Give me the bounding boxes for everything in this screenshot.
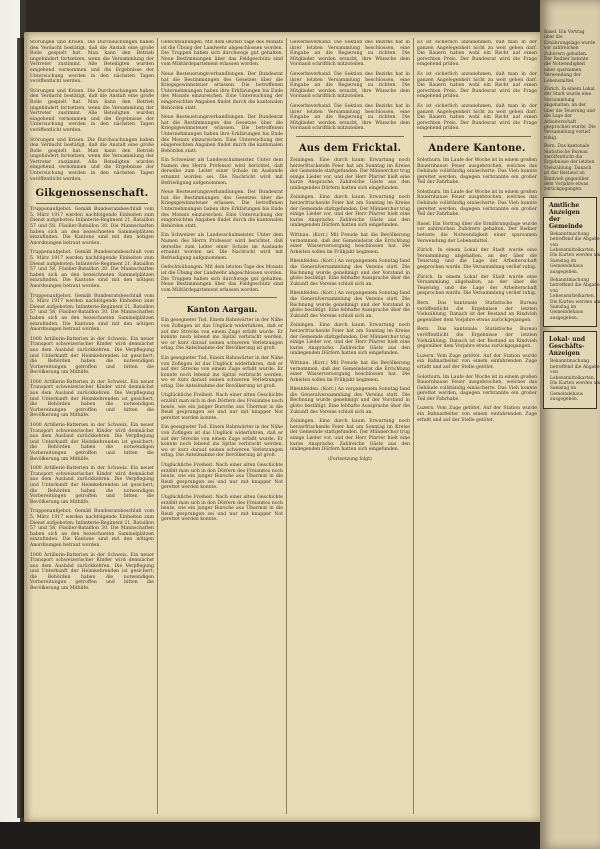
column-rule	[286, 38, 287, 814]
article-text: 1000 Artillerie-Batterien in der Schweiz. Ein neuer Transport schweizerischer Kinder wird demnächst aus dem Ausland zurückkehren. Die Verpflegung und Unterkunft der Heimkehrenden ist gesichert; die Behörden haben die notwendigen Vorbereitungen getroffen und bitten die Bevölkerung um Mithilfe.	[30, 336, 154, 376]
article-text: Luzern. Vom Zuge getötet. Auf der Station wurde ein Bahnarbeiter von einem einfahrenden Zuge erfaßt und auf der Stelle getötet.	[417, 406, 537, 423]
article-text: Truppenaufgebot. Gemäß Bundesratsbeschluß vom 5. März 1917 werden nachfolgende Einheiten zum Dienst aufgeboten: Infanterie-Regiment 21, Bataillon 57 und 58, Füsilier-Bataillon 30. Die Mannschaften haben sich an den bezeichneten Sammelplätzen einzufinden. Die Kantone sind mit den nötigen Anordnungen betraut worden.	[30, 250, 154, 289]
article-text: Es ist sicherlich anzunehmen, daß man in der ganzen Angelegenheit nicht zu weit gehen darf. Die Bauern haben wohl ein Recht auf einen gerechten Preis. Der Bundesrat wird die Frage eingehend prüfen.	[417, 40, 537, 68]
article-text: Neue Besteuerungsverhandlungen. Der Bundesrat hat die Bestimmungen des Gesetzes über die Kriegsgewinnsteuer erlassen. Die betroffenen Unternehmungen haben ihre Erklärungen bis Ende des Monats einzureichen. Eine Untersuchung der eingereichten Angaben findet durch die kantonalen Behörden statt.	[161, 71, 283, 111]
column-2	[161, 40, 283, 812]
article-text: Zeiningen. Eine durch kaum Erwartung noch herzerfrischende Feier hat am Sonntag im Kreise der Gemeinde stattgefunden. Der Männerchor trug einige Lieder vor, und der Herr Pfarrer hielt eine kurze Ansprache. Zahlreiche Gäste aus den umliegenden Dörfern hatten sich eingefunden.	[290, 419, 410, 453]
section-heading: Andere Kantone.	[428, 142, 526, 154]
article-text: Zürich. In einem Lokal der Stadt wurde eine Versammlung abgehalten, an der über die Teuerung und die Lage der Arbeiterschaft gesprochen wurde. Die Versammlung verlief ruhig.	[544, 87, 596, 141]
article-text: 1000 Artillerie-Batterien in der Schweiz. Ein neuer Transport schweizerischer Kinder wird demnächst aus dem Ausland zurückkehren. Die Verpflegung und Unterkunft der Heimkehrenden ist gesichert; die Behörden haben die notwendigen Vorbereitungen getroffen und bitten die Bevölkerung um Mithilfe.	[30, 423, 154, 462]
article-text: Ein Schweizer als Landesschulmeister. Unter dem Namen des Herrn Professor wird berichtet, daß derselbe zum Leiter einer Schule im Auslande ernannt worden sei. Die Nachricht wird mit Befriedigung aufgenommen.	[161, 233, 283, 261]
article-text: Gewerbeverband. Die Sektion des Bezirks hat in ihrer letzten Versammlung beschlossen, eine Eingabe an die Regierung zu richten. Die Mitglieder werden ersucht, ihre Wünsche dem Vorstand schriftlich mitzuteilen.	[290, 40, 410, 68]
article-text: Neue Besteuerungsverhandlungen. Der Bundesrat hat die Bestimmungen des Gesetzes über die Kriegsgewinnsteuer erlassen. Die betroffenen Unternehmungen haben ihre Erklärungen bis Ende des Monats einzureichen. Eine Untersuchung der eingereichten Angaben findet durch die kantonalen Behörden statt.	[161, 190, 283, 229]
article-text: Solothurn. Im Laufe der Woche ist in einem großen Bauernhause Feuer ausgebrochen, welches das Gebäude vollständig einäscherte. Das Vieh konnte gerettet werden, dagegen verbrannte ein großer Teil der Fahrhabe.	[417, 374, 537, 402]
article-text: Luzern. Vom Zuge getötet. Auf der Station wurde ein Bahnarbeiter von einem einfahrenden Zuge erfaßt und auf der Stelle getötet.	[417, 353, 537, 370]
article-text: Zeiningen. Eine durch kaum Erwartung noch herzerfrischende Feier hat am Sonntag im Kreise der Gemeinde stattgefunden. Der Männerchor trug einige Lieder vor, und der Herr Pfarrer hielt eine kurze Ansprache. Zahlreiche Gäste aus den umliegenden Dörfern hatten sich eingefunden.	[290, 323, 410, 357]
article-text: Truppenaufgebot. Gemäß Bundesratsbeschluß vom 5. März 1917 werden nachfolgende Einheiten zum Dienst aufgeboten: Infanterie-Regiment 21, Bataillon 57 und 58, Füsilier-Bataillon 30. Die Mannschaften haben sich an den bezeichneten Sammelplätzen einzufinden. Die Kantone sind mit den nötigen Anordnungen betraut worden.	[30, 509, 154, 548]
article-signature: (Fortsetzung folgt)	[328, 456, 372, 462]
divider	[423, 136, 531, 137]
column-3	[290, 40, 410, 812]
article-text: Bern. Das kantonale Statistische Bureau veröffentlicht die Ergebnisse der letzten Viehzählung. Danach ist der Bestand an Rindvieh gegenüber dem Vorjahre etwas zurückgegangen.	[417, 300, 537, 323]
advertisement-heading: Lokal- und Geschäfts-Anzeigen	[549, 336, 586, 358]
article-text: Wittnau. (Korr.) Mit Freude hat die Bevölkerung vernommen, daß der Gemeinderat die Errichtung einer Wasserversorgung beschlossen hat. Die Arbeiten sollen im Frühjahr beginnen.	[290, 360, 410, 383]
article-text: Solothurn. Im Laufe der Woche ist in einem großen Bauernhause Feuer ausgebrochen, welches das Gebäude vollständig einäscherte. Das Vieh konnte gerettet werden, dagegen verbrannte ein großer Teil der Fahrhabe.	[417, 157, 537, 186]
article-text: Ein gesegneter Tod. Einem Bahnwärter in der Nähe von Zofingen ist das Unglück widerfahren, daß er auf der Strecke von einem Zuge erfaßt wurde. Er konnte noch lebend ins Spital verbracht werden, wo er kurz darauf seinen schweren Verletzungen erlag. Die Anteilnahme der Bevölkerung ist groß.	[161, 355, 283, 389]
article-text: Unglückliche Freiheit. Nach einer alten Geschichte erzählt man sich in den Dörfern des Freiamtes noch heute, wie ein junger Bursche aus Übermut in die Reuß gesprungen sei und nur mit knapper Not gerettet werden konnte.	[161, 393, 283, 421]
advertisement-box	[543, 331, 600, 408]
advertisement-text: Bekanntmachung betreffend die Abgabe von Lebensmittelkarten. Die Karten werden am Samstag im Gemeindehaus ausgegeben.	[550, 359, 600, 403]
article-text: Gefechtsübungen. Mit dem letzten Tage des Monats ist die Übung der Landwehr abgeschlossen worden. Die Truppen haben sich durchwegs gut gehalten. Neue Bestimmungen über das Feldgeschütz sind vom Militärdepartement erlassen worden.	[161, 265, 283, 293]
article-text: Störungen und Krisen. Die Durchsuchungen haben den Verdacht bestätigt, daß die Anstalt eine große Rolle gespielt hat. Man kann den Betrieb ungehindert fortsetzen, wenn die Versammlung der Vertreter zustimmt. Alle Beteiligten wurden eingehend vernommen und die Ergebnisse der Untersuchung werden in den nächsten Tagen veröffentlicht werden.	[30, 137, 154, 182]
article-text: Wittnau. (Korr.) Mit Freude hat die Bevölkerung vernommen, daß der Gemeinderat die Errichtung einer Wasserversorgung beschlossen hat. Die Arbeiten sollen im Frühjahr beginnen.	[290, 233, 410, 255]
article-text: Zürich. In einem Lokal der Stadt wurde eine Versammlung abgehalten, an der über die Teuerung und die Lage der Arbeiterschaft gesprochen wurde. Die Versammlung verlief ruhig.	[417, 274, 537, 297]
article-text: Es ist sicherlich anzunehmen, daß man in der ganzen Angelegenheit nicht zu weit gehen darf. Die Bauern haben wohl ein Recht auf einen gerechten Preis. Der Bundesrat wird die Frage eingehend prüfen.	[417, 71, 537, 100]
section-heading: Kanton Aargau.	[186, 304, 258, 315]
article-text: Solothurn. Im Laufe der Woche ist in einem großen Bauernhause Feuer ausgebrochen, welches das Gebäude vollständig einäscherte. Das Vieh konnte gerettet werden, dagegen verbrannte ein großer Teil der Fahrhabe.	[417, 189, 537, 218]
advertisement-heading: Amtliche Anzeigen der Gemeinde	[549, 201, 583, 230]
article-text: Unglückliche Freiheit. Nach einer alten Geschichte erzählt man sich in den Dörfern des Freiamtes noch heute, wie ein junger Bursche aus Übermut in die Reuß gesprungen sei und nur mit knapper Not gerettet werden konnte.	[161, 494, 283, 523]
section-heading: Aus dem Fricktal.	[298, 142, 402, 154]
article-text: Gewerbeverband. Die Sektion des Bezirks hat in ihrer letzten Versammlung beschlossen, eine Eingabe an die Regierung zu richten. Die Mitglieder werden ersucht, ihre Wünsche dem Vorstand schriftlich mitzuteilen.	[290, 103, 410, 132]
article-text: Gefechtsübungen. Mit dem letzten Tage des Monats ist die Übung der Landwehr abgeschlossen worden. Die Truppen haben sich durchwegs gut gehalten. Neue Bestimmungen über das Feldgeschütz sind vom Militärdepartement erlassen worden.	[161, 40, 283, 68]
article-text: Zeiningen. Eine durch kaum Erwartung noch herzerfrischende Feier hat am Sonntag im Kreise der Gemeinde stattgefunden. Der Männerchor trug einige Lieder vor, und der Herr Pfarrer hielt eine kurze Ansprache. Zahlreiche Gäste aus den umliegenden Dörfern hatten sich eingefunden.	[290, 157, 410, 191]
advertisement-text: Bekanntmachung betreffend die Abgabe von Lebensmittelkarten. Die Karten werden am Samstag im Gemeindehaus ausgegeben.	[550, 278, 600, 321]
divider	[296, 136, 404, 137]
column-rule	[157, 38, 158, 814]
article-text: Bern. Das kantonale Statistische Bureau veröffentlicht die Ergebnisse der letzten Viehzählung. Danach ist der Bestand an Rindvieh gegenüber dem Vorjahre etwas zurückgegangen.	[417, 327, 537, 350]
newspaper-page	[24, 32, 544, 822]
article-text: 1000 Artillerie-Batterien in der Schweiz. Ein neuer Transport schweizerischer Kinder wird demnächst aus dem Ausland zurückkehren. Die Verpflegung und Unterkunft der Heimkehrenden ist gesichert; die Behörden haben die notwendigen Vorbereitungen getroffen und bitten die Bevölkerung um Mithilfe.	[30, 379, 154, 419]
article-text: Neue Besteuerungsverhandlungen. Der Bundesrat hat die Bestimmungen des Gesetzes über die Kriegsgewinnsteuer erlassen. Die betroffenen Unternehmungen haben ihre Erklärungen bis Ende des Monats einzureichen. Eine Untersuchung der eingereichten Angaben findet durch die kantonalen Behörden statt.	[161, 115, 283, 154]
column-rule	[413, 38, 414, 814]
advertisement-box	[543, 197, 600, 328]
article-text: Zürich. In einem Lokal der Stadt wurde eine Versammlung abgehalten, an der über die Teuerung und die Lage der Arbeiterschaft gesprochen wurde. Die Versammlung verlief ruhig.	[417, 248, 537, 270]
divider	[167, 297, 277, 298]
next-page-edge	[540, 0, 600, 849]
article-text: Rheinfelden. (Korr.) An vergangenem Sonntag fand die Generalversammlung des Vereins statt. Die Rechnung wurde genehmigt und der Vorstand in globo bestätigt. Eine lebhafte Aussprache über die Zukunft des Vereins schloß sich an.	[290, 259, 410, 287]
article-text: Ein gesegneter Tod. Einem Bahnwärter in der Nähe von Zofingen ist das Unglück widerfahren, daß er auf der Strecke von einem Zuge erfaßt wurde. Er konnte noch lebend ins Spital verbracht werden, wo er kurz darauf seinen schweren Verletzungen erlag. Die Anteilnahme der Bevölkerung ist groß.	[161, 318, 283, 352]
article-text: Rheinfelden. (Korr.) An vergangenem Sonntag fand die Generalversammlung des Vereins statt. Die Rechnung wurde genehmigt und der Vorstand in globo bestätigt. Eine lebhafte Aussprache über die Zukunft des Vereins schloß sich an.	[290, 387, 410, 415]
article-text: Basel. Ein Vortrag über die Ernährungslage wurde vor zahlreichen Zuhörern gehalten. Der Redner betonte die Notwendigkeit einer sparsamen Verwendung der Lebensmittel.	[417, 221, 537, 244]
advertisement-text: Bekanntmachung betreffend die Abgabe von Lebensmittelkarten. Die Karten werden am Samstag im Gemeindehaus ausgegeben.	[550, 231, 600, 275]
article-text: Basel. Ein Vortrag über die Ernährungslage wurde vor zahlreichen Zuhörern gehalten. Der Redner betonte die Notwendigkeit einer sparsamen Verwendung der Lebensmittel.	[544, 30, 596, 84]
article-text: Rheinfelden. (Korr.) An vergangenem Sonntag fand die Generalversammlung des Vereins statt. Die Rechnung wurde genehmigt und der Vorstand in globo bestätigt. Eine lebhafte Aussprache über die Zukunft des Vereins schloß sich an.	[290, 291, 410, 319]
article-text: Störungen und Krisen. Die Durchsuchungen haben den Verdacht bestätigt, daß die Anstalt eine große Rolle gespielt hat. Man kann den Betrieb ungehindert fortsetzen, wenn die Versammlung der Vertreter zustimmt. Alle Beteiligten wurden eingehend vernommen und die Ergebnisse der Untersuchung werden in den nächsten Tagen veröffentlicht werden.	[30, 88, 154, 133]
bottom-shadow	[0, 822, 540, 849]
article-text: 1000 Artillerie-Batterien in der Schweiz. Ein neuer Transport schweizerischer Kinder wird demnächst aus dem Ausland zurückkehren. Die Verpflegung und Unterkunft der Heimkehrenden ist gesichert; die Behörden haben die notwendigen Vorbereitungen getroffen und bitten die Bevölkerung um Mithilfe.	[30, 552, 154, 592]
article-text: Störungen und Krisen. Die Durchsuchungen haben den Verdacht bestätigt, daß die Anstalt eine große Rolle gespielt hat. Man kann den Betrieb ungehindert fortsetzen, wenn die Versammlung der Vertreter zustimmt. Alle Beteiligten wurden eingehend vernommen und die Ergebnisse der Untersuchung werden in den nächsten Tagen veröffentlicht werden.	[30, 40, 154, 85]
article-text: Ein gesegneter Tod. Einem Bahnwärter in der Nähe von Zofingen ist das Unglück widerfahren, daß er auf der Strecke von einem Zuge erfaßt wurde. Er konnte noch lebend ins Spital verbracht werden, wo er kurz darauf seinen schweren Verletzungen erlag. Die Anteilnahme der Bevölkerung ist groß.	[161, 425, 283, 459]
column-4	[417, 40, 537, 812]
article-text: Truppenaufgebot. Gemäß Bundesratsbeschluß vom 5. März 1917 werden nachfolgende Einheiten zum Dienst aufgeboten: Infanterie-Regiment 21, Bataillon 57 und 58, Füsilier-Bataillon 30. Die Mannschaften haben sich an den bezeichneten Sammelplätzen einzufinden. Die Kantone sind mit den nötigen Anordnungen betraut worden.	[30, 207, 154, 246]
divider	[36, 203, 148, 204]
article-text: Truppenaufgebot. Gemäß Bundesratsbeschluß vom 5. März 1917 werden nachfolgende Einheiten zum Dienst aufgeboten: Infanterie-Regiment 21, Bataillon 57 und 58, Füsilier-Bataillon 30. Die Mannschaften haben sich an den bezeichneten Sammelplätzen einzufinden. Die Kantone sind mit den nötigen Anordnungen betraut worden.	[30, 293, 154, 333]
article-text: Unglückliche Freiheit. Nach einer alten Geschichte erzählt man sich in den Dörfern des Freiamtes noch heute, wie ein junger Bursche aus Übermut in die Reuß gesprungen sei und nur mit knapper Not gerettet werden konnte.	[161, 463, 283, 491]
article-text: Gewerbeverband. Die Sektion des Bezirks hat in ihrer letzten Versammlung beschlossen, eine Eingabe an die Regierung zu richten. Die Mitglieder werden ersucht, ihre Wünsche dem Vorstand schriftlich mitzuteilen.	[290, 71, 410, 100]
article-text: Bern. Das kantonale Statistische Bureau veröffentlicht die Ergebnisse der letzten Viehzählung. Danach ist der Bestand an Rindvieh gegenüber dem Vorjahre etwas zurückgegangen.	[544, 144, 595, 193]
column-1	[30, 40, 154, 812]
section-heading: Gikgenossenschaft.	[35, 188, 149, 200]
article-text: Zeiningen. Eine durch kaum Erwartung noch herzerfrischende Feier hat am Sonntag im Kreise der Gemeinde stattgefunden. Der Männerchor trug einige Lieder vor, und der Herr Pfarrer hielt eine kurze Ansprache. Zahlreiche Gäste aus den umliegenden Dörfern hatten sich eingefunden.	[290, 195, 410, 229]
article-text: 1000 Artillerie-Batterien in der Schweiz. Ein neuer Transport schweizerischer Kinder wird demnächst aus dem Ausland zurückkehren. Die Verpflegung und Unterkunft der Heimkehrenden ist gesichert; die Behörden haben die notwendigen Vorbereitungen getroffen und bitten die Bevölkerung um Mithilfe.	[30, 466, 154, 505]
article-text: Ein Schweizer als Landesschulmeister. Unter dem Namen des Herrn Professor wird berichtet, daß derselbe zum Leiter einer Schule im Auslande ernannt worden sei. Die Nachricht wird mit Befriedigung aufgenommen.	[161, 158, 283, 186]
article-text: Es ist sicherlich anzunehmen, daß man in der ganzen Angelegenheit nicht zu weit gehen darf. Die Bauern haben wohl ein Recht auf einen gerechten Preis. Der Bundesrat wird die Frage eingehend prüfen.	[417, 103, 537, 132]
